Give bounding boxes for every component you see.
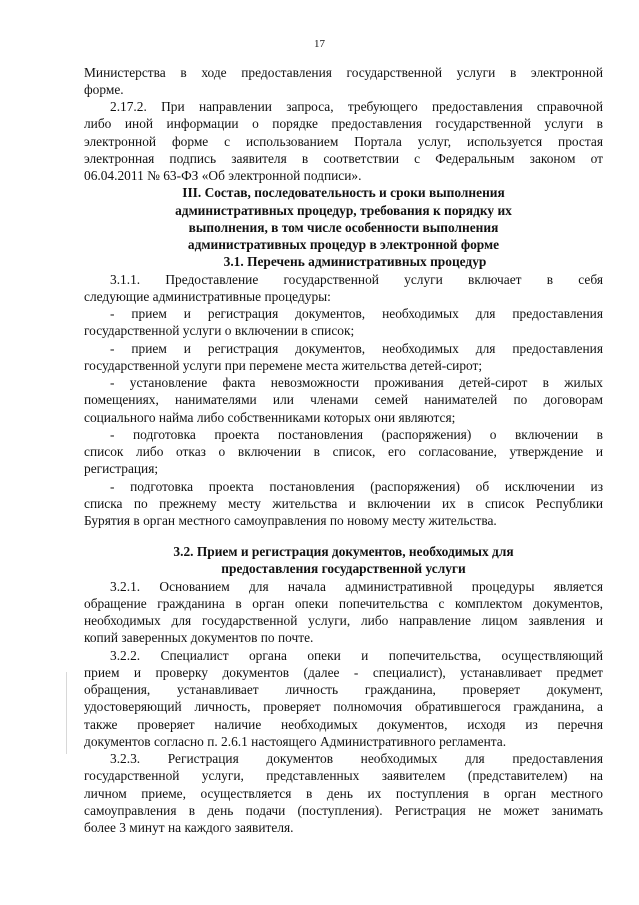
scan-mark <box>66 672 67 754</box>
text-line: 3.2.2. Специалист органа опеки и попечительства, осуществляющий <box>110 648 603 663</box>
section-heading: административных процедур, требования к порядку их <box>175 203 512 218</box>
text-line: также проверяет наличие необходимых документов, исходя из перечня <box>84 717 603 732</box>
text-line: документов согласно п. 2.6.1 настоящего Административного регламента. <box>84 734 507 749</box>
text-line: государственной услуги, представленных заявителем (представителем) на <box>84 768 603 783</box>
text-line: 3.1.1. Предоставление государственной услуги включает в себя <box>110 272 603 287</box>
text-line: обращения, устанавливает личность гражданина, проверяет документ, <box>84 682 603 697</box>
text-line: необходимых для государственной услуги, либо направление лицом заявления и <box>84 613 603 628</box>
text-line: Бурятия в орган местного самоуправления по новому месту жительства. <box>84 513 497 528</box>
subsection-heading: предоставления государственной услуги <box>221 561 466 576</box>
text-line: списка по прежнему месту жительства и включении их в список Республики <box>84 496 603 511</box>
text-line: обращение гражданина в орган опеки попечительства с комплектом документов, <box>84 596 603 611</box>
text-line: государственной услуги при перемене места жительства детей-сирот; <box>84 358 483 373</box>
text-line: 2.17.2. При направлении запроса, требующего предоставления справочной <box>110 99 603 114</box>
text-line: электронной форме с использованием Портала услуг, используется простая <box>84 134 603 149</box>
text-line: - подготовка проекта постановления (распоряжения) об исключении из <box>110 479 603 494</box>
text-line: - прием и регистрация документов, необходимых для предоставления <box>110 306 603 321</box>
text-line: 3.2.1. Основанием для начала административной процедуры является <box>110 579 603 594</box>
text-line: - прием и регистрация документов, необходимых для предоставления <box>110 341 603 356</box>
text-line: либо иной информации о порядке предоставления государственной услуги в <box>84 116 603 131</box>
text-line: - подготовка проекта постановления (распоряжения) о включении в <box>110 427 603 442</box>
text-line: помещениях, нанимателями или членами семей нанимателей по договорам <box>84 392 603 407</box>
text-line: государственной услуги о включении в список; <box>84 323 355 338</box>
text-line: - установление факта невозможности проживания детей-сирот в жилых <box>110 375 603 390</box>
text-line: Министерства в ходе предоставления государственной услуги в электронной <box>84 65 603 80</box>
text-line: прием и проверку документов (далее - специалист), устанавливает предмет <box>84 665 603 680</box>
section-heading: выполнения, в том числе особенности выполнения <box>188 220 499 235</box>
text-line: более 3 минут на каждого заявителя. <box>84 820 294 835</box>
text-line: социального найма либо собственниками которых они являются; <box>84 410 456 425</box>
subsection-heading: 3.2. Прием и регистрация документов, необходимых для <box>173 544 514 559</box>
text-line: самоуправления в день подачи (поступления). Регистрация не может занимать <box>84 803 603 818</box>
text-line: копий заверенных документов по почте. <box>84 630 314 645</box>
subsection-heading: 3.1. Перечень административных процедур <box>223 254 487 269</box>
text-line: регистрация; <box>84 461 159 476</box>
text-line: удостоверяющий личность, проверяет полномочия обратившегося гражданина, а <box>84 699 603 714</box>
text-line: 06.04.2011 № 63-ФЗ «Об электронной подписи». <box>84 168 362 183</box>
text-line: форме. <box>84 82 124 97</box>
page-number: 17 <box>314 38 325 50</box>
section-heading: III. Состав, последовательность и сроки выполнения <box>182 185 505 200</box>
section-heading: административных процедур в электронной форме <box>187 237 500 252</box>
text-line: 3.2.3. Регистрация документов необходимых для предоставления <box>110 751 603 766</box>
text-line: электронная подпись заявителя в соответствии с Федеральным законом от <box>84 151 603 166</box>
text-line: список либо отказ о включении в список, его согласование, утверждение и <box>84 444 603 459</box>
text-line: личном приеме, осуществляется в день их поступления в орган местного <box>84 786 603 801</box>
text-line: следующие административные процедуры: <box>84 289 331 304</box>
